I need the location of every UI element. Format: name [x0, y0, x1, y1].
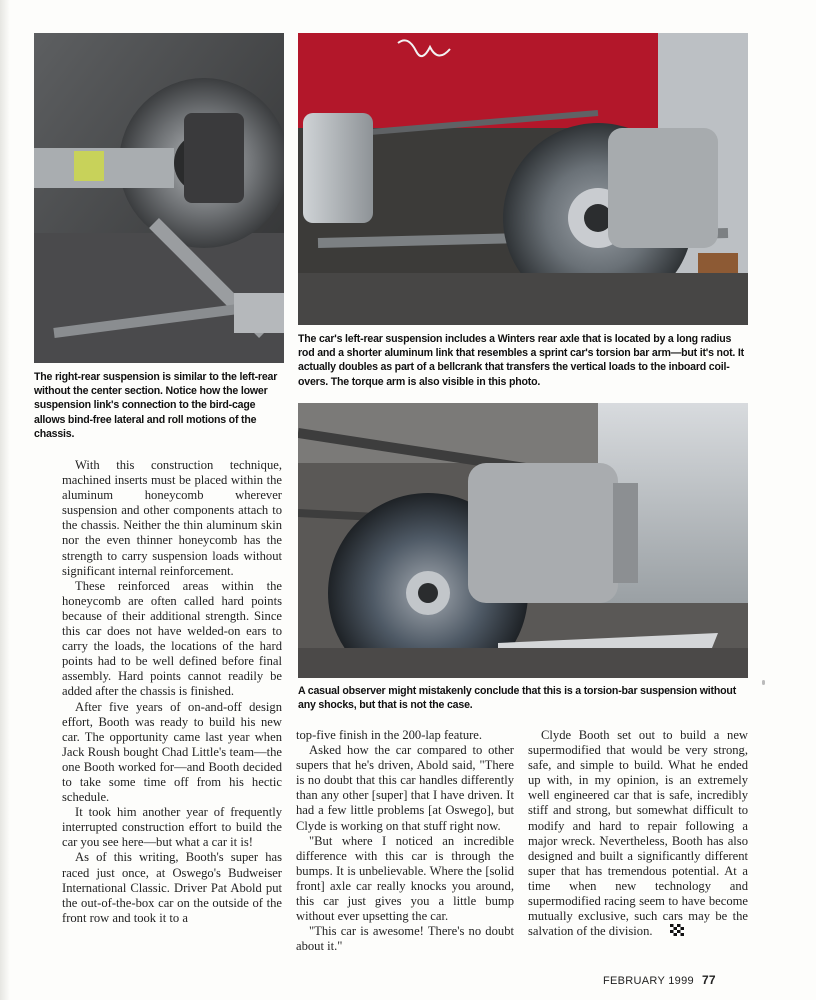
page-edge: [0, 0, 10, 1000]
photo-left-rear-suspension: [298, 33, 748, 325]
paragraph: As of this writing, Booth's super has raced just once, at Oswego's Budweiser International Classic. Driver Pat Abold put the out-of-the-box car on the outside of the front row and took it to a: [62, 850, 282, 925]
scan-speck: [762, 680, 765, 685]
page-number: 77: [701, 973, 716, 987]
photo-right-rear-suspension: [34, 33, 284, 363]
caption-left-rear-suspension: The car's left-rear suspension includes a Winters rear axle that is located by a long radius rod and a shorter aluminum link that resembles a sprint car's torsion bar arm—but it's not. It actually doubles as part of a bellcrank that transfers the vertical loads to the inboard coil-overs. The torque arm is also visible in this photo.: [298, 333, 744, 388]
paragraph: Asked how the car compared to other supers that he's driven, Abold said, "There is no doubt that this car handles differently than any other [super] that I have driven. It had a few little problems [at Oswego], but Clyde is working on that stuff right now.: [296, 743, 514, 833]
caption-right-rear-suspension: The right-rear suspension is similar to the left-rear without the center section. Notice how the lower suspension link's connection to the bird-cage allows bind-free lateral and roll motions of the chassis.: [34, 371, 278, 440]
paragraph: top-five finish in the 200-lap feature.: [296, 728, 483, 742]
paragraph: "But where I noticed an incredible difference with this car is through the bumps. It is unbelievable. Where the [solid front] axle car really knocks you around, this car just gives you a little bump without ever upsetting the car.: [296, 833, 514, 924]
page-footer: [603, 973, 716, 987]
paragraph: It took him another year of frequently interrupted construction effort to build the car you see here—but what a car it is!: [62, 805, 282, 850]
body-column-1: [62, 458, 282, 926]
caption-torsion-bar-lookalike: A casual observer might mistakenly conclude that this is a torsion-bar suspension without any shocks, but that is not the case.: [298, 685, 737, 712]
paragraph: These reinforced areas within the honeycomb are often called hard points because of their additional strength. Since this car does not have welded-on ears to carry the loads, the locations of the hard points had to be well defined before final assembly. Hard points cannot readily be added after the chassis is finished.: [62, 578, 282, 699]
photo-torsion-bar-lookalike: [298, 403, 748, 678]
body-column-3: [528, 728, 748, 940]
paragraph: "This car is awesome! There's no doubt about it.": [296, 924, 514, 954]
body-column-2: [296, 728, 514, 954]
paragraph: With this construction technique, machined inserts must be placed within the aluminum honeycomb wherever suspension and other components attach to the chassis. Neither the thin aluminum skin nor the even thinner honeycomb has the strength to carry suspension loads without significant internal reinforcement.: [62, 458, 282, 578]
paragraph: Clyde Booth set out to build a new supermodified that would be very strong, safe, and simple to build. What he ended up with, in my opinion, is an extremely well engineered car that is safe, incredibly stiff and strong, but somewhat difficult to modify and hard to repair following a major wreck. Nevertheless, Booth has also designed and built a significantly different super that has tremendous potential. At a time when new technology and supermodified racing seem to have become mutually exclusive, such cars may be the salvation of the division.: [528, 728, 748, 940]
issue-date: FEBRUARY 1999: [603, 975, 694, 987]
paragraph: After five years of on-and-off design effort, Booth was ready to build his new car. The opportunity came last year when Jack Roush bought Chad Little's team—the one Booth worked for—and Booth decided to take some time off from his hectic schedule.: [62, 699, 282, 805]
checkered-flag-icon: [657, 924, 684, 940]
